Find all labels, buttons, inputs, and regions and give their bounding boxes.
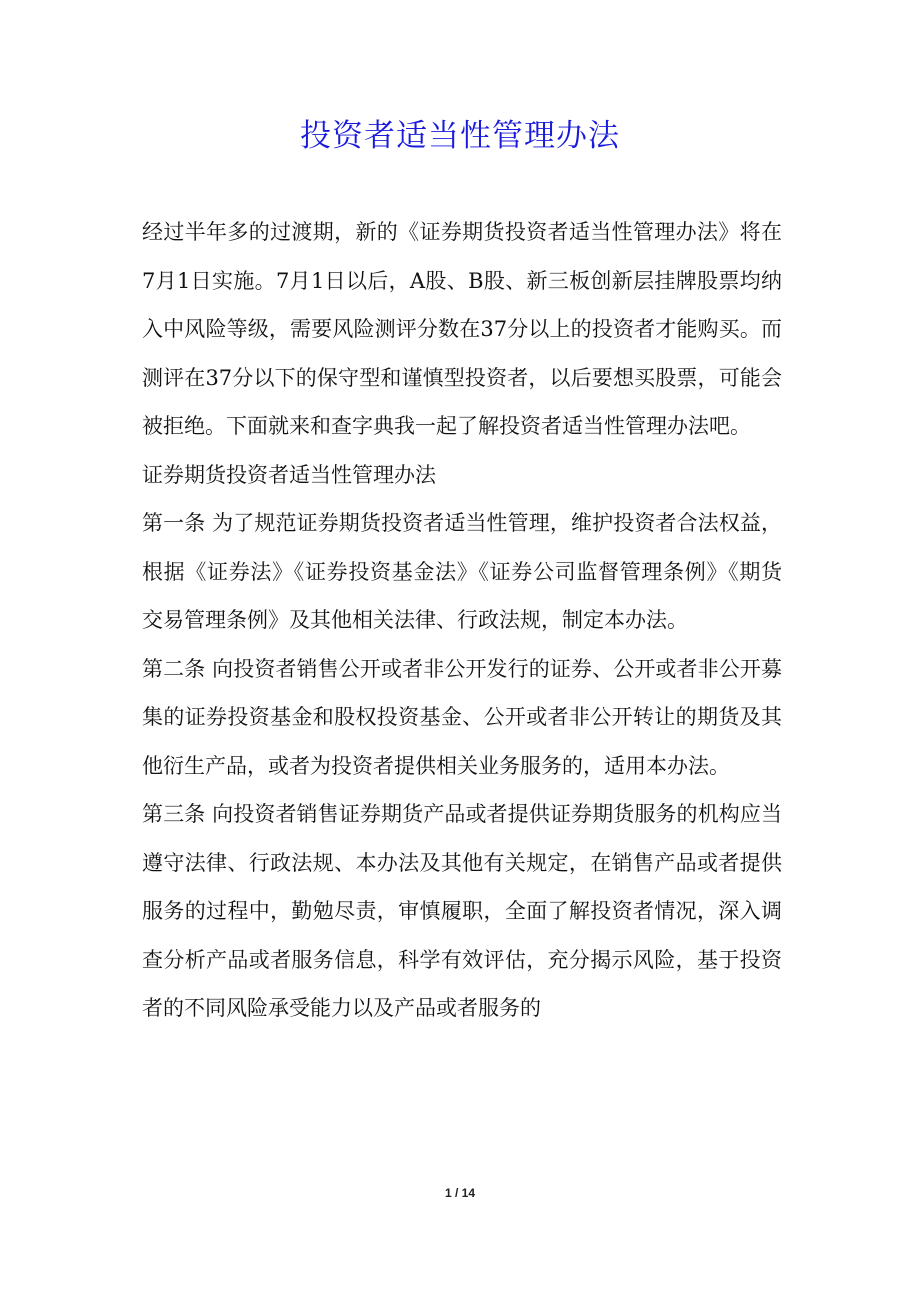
page-title: 投资者适当性管理办法 bbox=[300, 118, 620, 154]
paragraph-article-3: 第三条 向投资者销售证券期货产品或者提供证券期货服务的机构应当遵守法律、行政法规、本办法及其他有关规定，在销售产品或者提供服务的过程中，勤勉尽责，审慎履职，全面了解投资者情况，深入调查分析产品或者服务信息，科学有效评估，充分揭示风险，基于投资者的不同风险承受能力以及产品或者服务的 bbox=[142, 802, 782, 1020]
paragraph-heading: 证券期货投资者适当性管理办法 bbox=[142, 462, 436, 487]
paragraph-article-2: 第二条 向投资者销售公开或者非公开发行的证券、公开或者非公开募集的证券投资基金和股权投资基金、公开或者非公开转让的期货及其他衍生产品，或者为投资者提供相关业务服务的，适用本办法。 bbox=[142, 656, 782, 778]
paragraph-article-1: 第一条 为了规范证券期货投资者适当性管理，维护投资者合法权益，根据《证券法》《证券投资基金法》《证券公司监督管理条例》《期货交易管理条例》及其他相关法律、行政法规，制定本办法。 bbox=[142, 511, 782, 632]
paragraph-intro: 经过半年多的过渡期，新的《证券期货投资者适当性管理办法》将在7月1日实施。7月1日以后，A股、B股、新三板创新层挂牌股票均纳入中风险等级，需要风险测评分数在37分以上的投资者才能购买。而测评在37分以下的保守型和谨慎型投资者，以后要想买股票，可能会被拒绝。下面就来和查字典我一起了解投资者适当性管理办法吧。 bbox=[142, 220, 782, 438]
page-number: 1 / 14 bbox=[444, 1186, 476, 1200]
document-body bbox=[142, 208, 782, 1033]
